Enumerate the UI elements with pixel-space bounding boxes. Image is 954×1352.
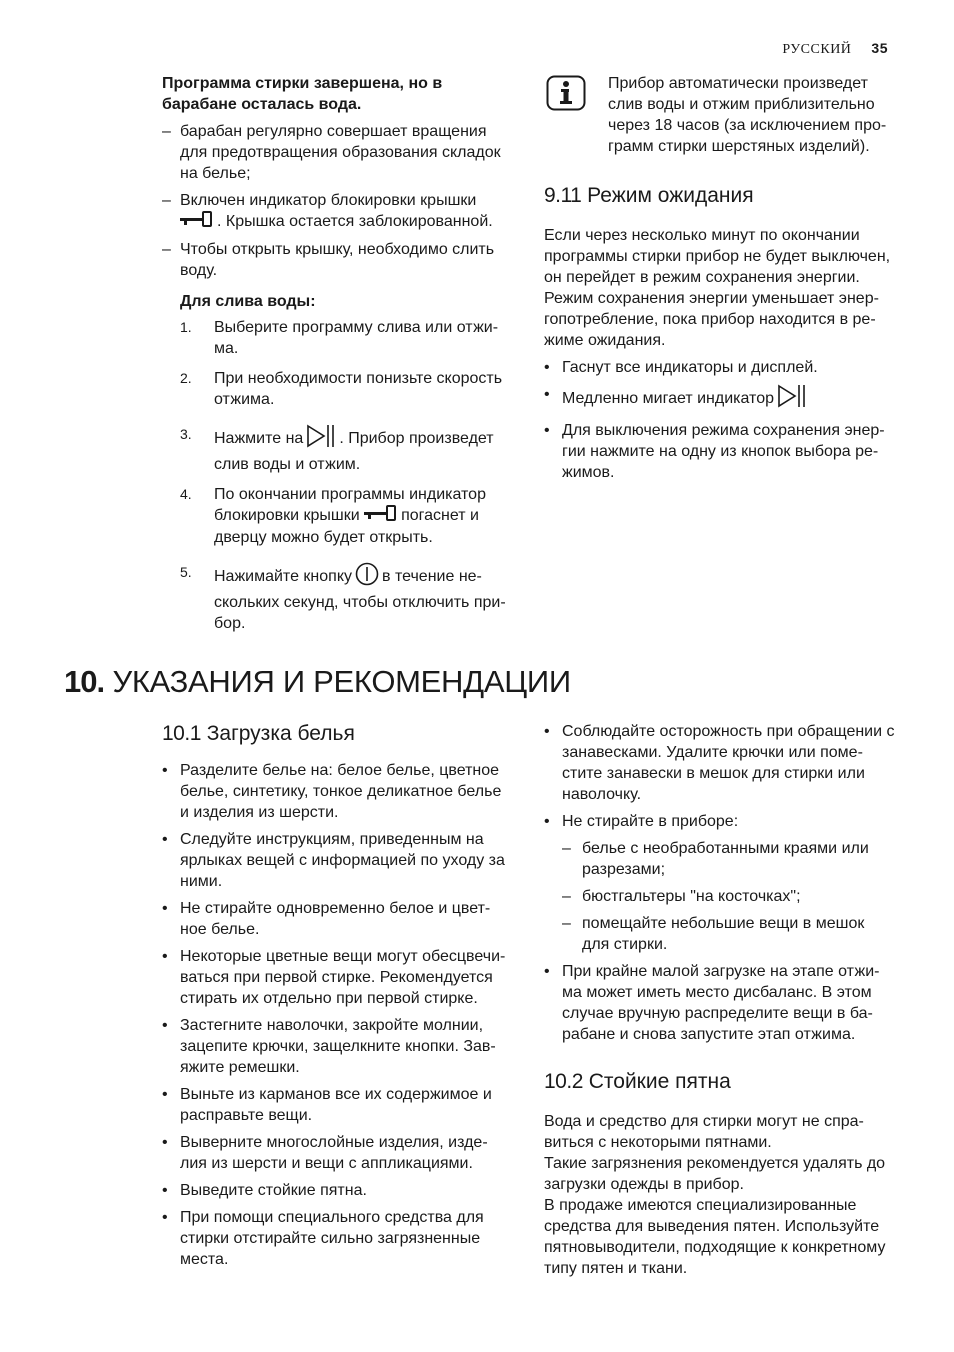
drain-section [162, 73, 512, 643]
right-top-column [544, 73, 896, 489]
info-note-text: Прибор автоматически произведет слив воды и отжим приблизительно через 18 часов (за исключением про-грамм стирки шерстяных изделий). [608, 75, 887, 155]
list-item: • Соблюдайте осторожность при обращении с занавесками. Удалите крючки или поме-стите занавески в мешок для стирки или наволочку. [544, 723, 895, 803]
list-item: – Чтобы открыть крышку, необходимо слить воду. [162, 239, 512, 281]
list-item: – бюстгальтеры "на косточках"; [562, 886, 896, 907]
section-heading-9-11: 9.11 Режим ожидания [544, 184, 754, 207]
list-item: • Некоторые цветные вещи могут обесцвечи-ваться при первой стирке. Рекомендуется стирать их отдельно при первой стирке. [162, 948, 506, 1007]
list-item: • Не стирайте одновременно белое и цвет-ное белье. [162, 900, 491, 938]
list-item: 2. При необходимости понизьте скорость отжима. [180, 370, 503, 408]
drain-steps-heading: Для слива воды: [180, 293, 316, 310]
list-item: • Для выключения режима сохранения энер-гии нажмите на одну из кнопок выбора ре-жимов. [544, 422, 885, 481]
standby-bullet-list [544, 357, 896, 483]
list-item: • При помощи специального средства для стирки отстирайте сильно загрязненные места. [162, 1209, 484, 1268]
chapter-heading: 10. УКАЗАНИЯ И РЕКОМЕНДАЦИИ [64, 664, 571, 699]
drain-steps-list [180, 317, 512, 634]
power-icon [355, 562, 379, 592]
list-item: 1. Выберите программу слива или отжи-ма. [180, 319, 499, 357]
start-pause-icon [777, 384, 807, 414]
list-item: • Выньте из карманов все их содержимое и расправьте вещи. [162, 1086, 492, 1124]
list-item: • Застегните наволочки, закройте молнии, зацепите крючки, защелкните кнопки. Зав-яжите ремешки. [162, 1017, 496, 1076]
right-bottom-column [544, 721, 896, 1279]
info-note [544, 73, 896, 157]
loading-bullet-list-cont [544, 721, 896, 1045]
page-number: 35 [871, 40, 888, 56]
lock-indicator-icon [180, 211, 214, 233]
list-item: • Гаснут все индикаторы и дисплей. [544, 359, 818, 376]
list-item: • При крайне малой загрузке на этапе отжи-ма может иметь место дисбаланс. В этом случае вручную распределите вещи в ба-рабане и снова запустите этап отжима. [544, 963, 880, 1043]
list-item: – белье с необработанными краями или разрезами; [562, 838, 896, 880]
info-icon [546, 75, 586, 117]
stains-text: Вода и средство для стирки могут не спра-виться с некоторыми пятнами. Такие загрязнения рекомендуется удалять до загрузки одежды в прибор. В продаже имеются специализированные средства для выведения пятен. Используйте пятновыводители, подходящие к конкретному типу пятен и ткани. [544, 1113, 886, 1277]
list-item: • Не стирайте в приборе: – белье с необработанными краями или разрезами; – бюстгальтеры "на косточках"; – помещайте небольшие вещи в мешок для стирки. [544, 811, 896, 955]
list-item: • Выведите стойкие пятна. [162, 1182, 367, 1199]
list-item: 3. Нажмите на . Прибор произведет слив воды и отжим. [180, 426, 494, 473]
header-language: РУССКИЙ [782, 42, 852, 57]
standby-paragraph: Если через несколько минут по окончании программы стирки прибор не будет выключен, он перейдет в режим сохранения энергии. Режим сохранения энергии уменьшает энер-гопотребление, пока прибор находится в ре-жиме ожидания. [544, 227, 891, 349]
start-pause-icon [306, 424, 336, 454]
list-item: • Выверните многослойные изделия, изде-лия из шерсти и вещи с аппликациями. [162, 1134, 488, 1172]
section-heading-10-2: 10.2 Стойкие пятна [544, 1070, 731, 1093]
list-item: – барабан регулярно совершает вращения для предотвращения образования складок на белье; [162, 121, 512, 184]
list-item: 4. По окончании программы индикатор блокировки крышки погаснет и дверцу можно будет открыть. [180, 486, 486, 546]
do-not-wash-sublist [562, 838, 896, 955]
list-item: • Следуйте инструкциям, приведенным на ярлыках вещей с информацией по уходу за ними. [162, 831, 505, 890]
section-10-1 [162, 721, 514, 1276]
list-item: 5. Нажимайте кнопку в течение не-скольких секунд, чтобы отключить при-бор. [180, 564, 506, 632]
loading-bullet-list [162, 760, 514, 1270]
list-item: – Включен индикатор блокировки крышки . Крышка остается заблокированной. [162, 190, 512, 233]
section-heading-10-1: 10.1 Загрузка белья [162, 722, 355, 745]
page-header [782, 38, 888, 60]
list-item: • Разделите белье на: белое белье, цветное белье, синтетику, тонкое деликатное белье и изделия из шерсти. [162, 762, 502, 821]
drain-section-heading: Программа стирки завершена, но в барабане осталась вода. [162, 75, 443, 113]
lock-indicator-icon [364, 505, 398, 527]
list-item: – помещайте небольшие вещи в мешок для стирки. [562, 913, 896, 955]
drain-dash-list [162, 121, 512, 281]
list-item: • Медленно мигает индикатор [544, 384, 896, 414]
